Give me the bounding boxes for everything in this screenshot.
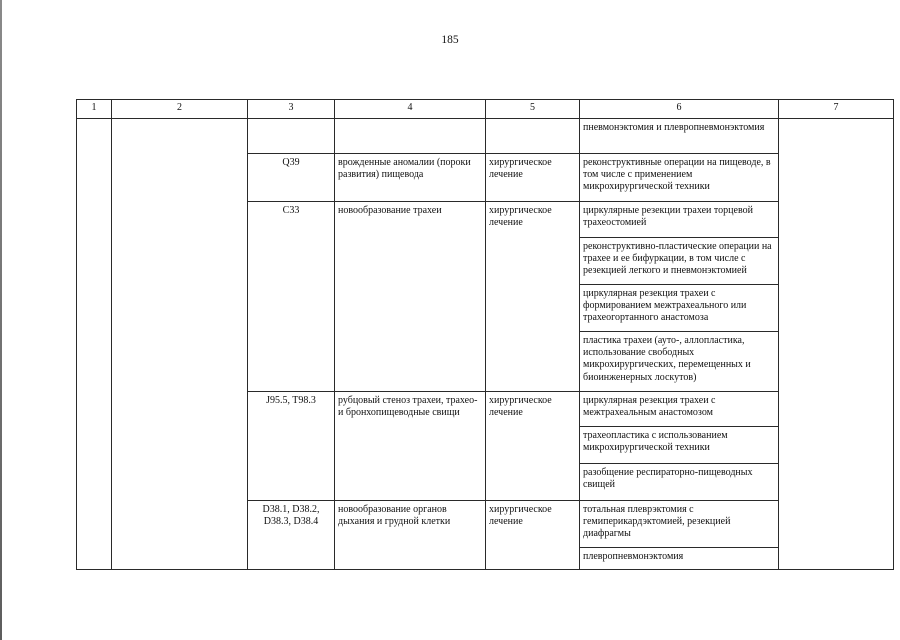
column-header: 5 [486, 100, 580, 119]
operation-item: циркулярные резекции трахеи торцевой трахеостомией [580, 202, 778, 238]
header-row [77, 100, 894, 119]
column-header: 2 [112, 100, 248, 119]
operation-item: пластика трахеи (ауто-, аллопластика, использование свободных микрохирургических, перемещенных и биоинженерных лоскутов) [583, 335, 751, 383]
code-cell: Q39 [248, 154, 335, 202]
operations-list [580, 501, 778, 569]
operation-item: трахеопластика с использованием микрохирургической техники [580, 427, 778, 464]
treatment-cell [486, 119, 580, 154]
treatment-cell: хирургическое лечение [486, 501, 580, 570]
operations-cell [580, 501, 779, 570]
code-cell: D38.1, D38.2, D38.3, D38.4 [248, 501, 335, 570]
col1-cell [77, 119, 112, 570]
operations-cell [580, 202, 779, 392]
column-header: 3 [248, 100, 335, 119]
diagnosis-cell: рубцовый стеноз трахеи, трахео- и бронхопищеводные свищи [335, 392, 486, 501]
treatment-cell: хирургическое лечение [486, 202, 580, 392]
operation-item: плевропневмонэктомия [583, 551, 684, 562]
scan-edge [0, 0, 2, 640]
operations-list [580, 202, 778, 391]
table-row [77, 119, 894, 154]
page-number: 185 [441, 34, 459, 46]
operations-list [580, 392, 778, 500]
column-header: 4 [335, 100, 486, 119]
diagnosis-cell: новообразование трахеи [335, 202, 486, 392]
diagnosis-cell: новообразование органов дыхания и грудной клетки [335, 501, 486, 570]
operation-item: циркулярная резекция трахеи с межтрахеальным анастомозом [580, 392, 778, 427]
operation-item: разобщение респираторно-пищеводных свищей [583, 467, 753, 491]
treatment-cell: хирургическое лечение [486, 392, 580, 501]
col2-cell [112, 119, 248, 570]
code-cell [248, 119, 335, 154]
diagnosis-cell [335, 119, 486, 154]
diagnosis-cell: врожденные аномалии (пороки развития) пищевода [335, 154, 486, 202]
code-cell: J95.5, T98.3 [248, 392, 335, 501]
code-cell: C33 [248, 202, 335, 392]
procedures-table [76, 99, 894, 570]
operations-cell [580, 392, 779, 501]
operation-item: циркулярная резекция трахеи с формированием межтрахеального или трахеогортанного анастомоза [580, 285, 778, 332]
operation-cell: реконструктивные операции на пищеводе, в том числе с применением микрохирургической техники [580, 154, 779, 202]
operation-item: тотальная плеврэктомия с гемиперикардэктомией, резекцией диафрагмы [580, 501, 778, 548]
col7-cell [779, 119, 894, 570]
column-header: 7 [779, 100, 894, 119]
column-header: 6 [580, 100, 779, 119]
column-header: 1 [77, 100, 112, 119]
operation-cell: пневмонэктомия и плевропневмонэктомия [580, 119, 779, 154]
treatment-cell: хирургическое лечение [486, 154, 580, 202]
operation-item: реконструктивно-пластические операции на трахее и ее бифуркации, в том числе с резекцией легкого и пневмонэктомией [580, 238, 778, 285]
